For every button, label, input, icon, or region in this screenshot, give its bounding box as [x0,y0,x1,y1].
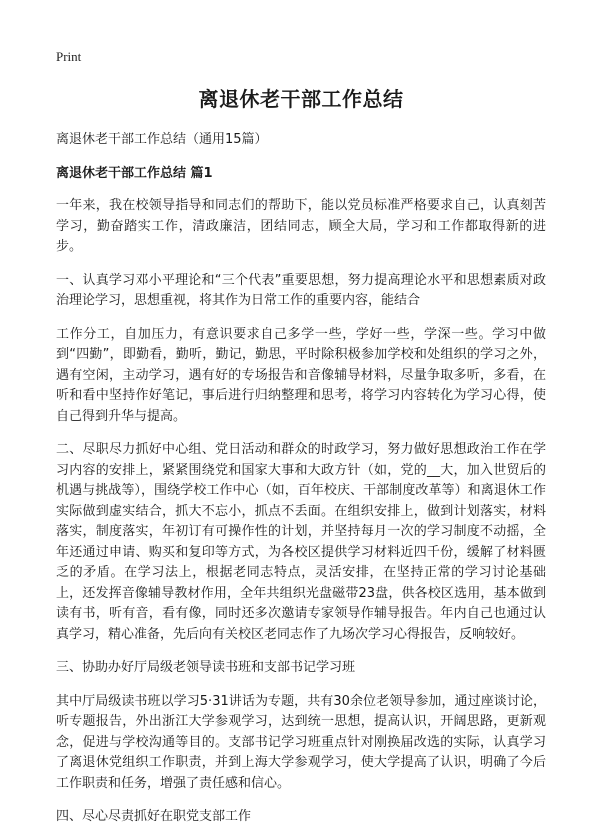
document-title: 离退休老干部工作总结 [198,87,404,111]
paragraph: 其中厅局级读书班以学习5·31讲话为专题，共有30余位老领导参加，通过座谈讨论，听专题报告，外出浙江大学参观学习，达到统一思想，提高认识，开阔思路，更新观念，促进与学校沟通等目的。支部书记学习班重点针对刚换届改选的实际，认真学习了离退休党组织工作职责，并到上海大学参观学习，使大学提高了认识，明确了今后工作职责和任务，增强了责任感和信心。 [56,693,546,791]
paragraph: 一年来，我在校领导指导和同志们的帮助下，能以党员标准严格要求自己，认真刻苦学习，勤奋踏实工作，清政廉洁，团结同志，顾全大局，学习和工作都取得新的进步。 [56,198,546,254]
paragraph: 一、认真学习邓小平理论和“三个代表”重要思想，努力提高理论水平和思想素质对政治理论学习，思想重视，将其作为日常工作的重要内容，能结合 [56,272,546,308]
document-subtitle: 离退休老干部工作总结（通用15篇） [56,132,268,147]
print-link[interactable]: Print [56,49,82,64]
paragraph: 三、协助办好厅局级老领导读书班和支部书记学习班 [56,660,356,675]
section-heading: 离退休老干部工作总结 篇1 [56,166,213,181]
paragraph: 四、尽心尽责抓好在职党支部工作 [56,809,252,824]
paragraph: 二、尽职尽力抓好中心组、党日活动和群众的时政学习，努力做好思想政治工作在学习内容的安排上，紧紧围绕党和国家大事和大政方针（如，党的__大，加入世贸后的机遇与挑战等），围绕学校工作中心（如，百年校庆、干部制度改革等）和离退休工作实际做到虚实结合，抓大不忘小，抓点不丢面。在组织安排上，做到计划落实，材料落实，制度落实，年初订有可操作性的计划，并坚持每月一次的学习制度不动摇，全年还通过申请、购买和复印等方式，为各校区提供学习材料近四千份，缓解了材料匮乏的矛盾。在学习法上，根据老同志特点，灵活安排，在坚持正常的学习讨论基础上，还发挥音像辅导教材作用，全年共组织光盘磁带23盘，供各校区选用，基本做到读有书，听有音，看有像，同时还多次邀请专家领导作辅导报告。年内自己也通过认真学习，精心准备，先后向有关校区老同志作了九场次学习心得报告，反响较好。 [56,442,546,642]
paragraph: 工作分工，自加压力，有意识要求自己多学一些，学好一些，学深一些。学习中做到“四勤”，即勤看，勤听，勤记，勤思，平时除积极参加学校和处组织的学习之外，遇有空闲，主动学习，遇有好的专场报告和音像辅导材料，尽量争取多听，多看，在听和看中坚持作好笔记，事后进行归纳整理和思考，将学习内容转化为学习心得，使自己得到升华与提高。 [56,326,546,424]
